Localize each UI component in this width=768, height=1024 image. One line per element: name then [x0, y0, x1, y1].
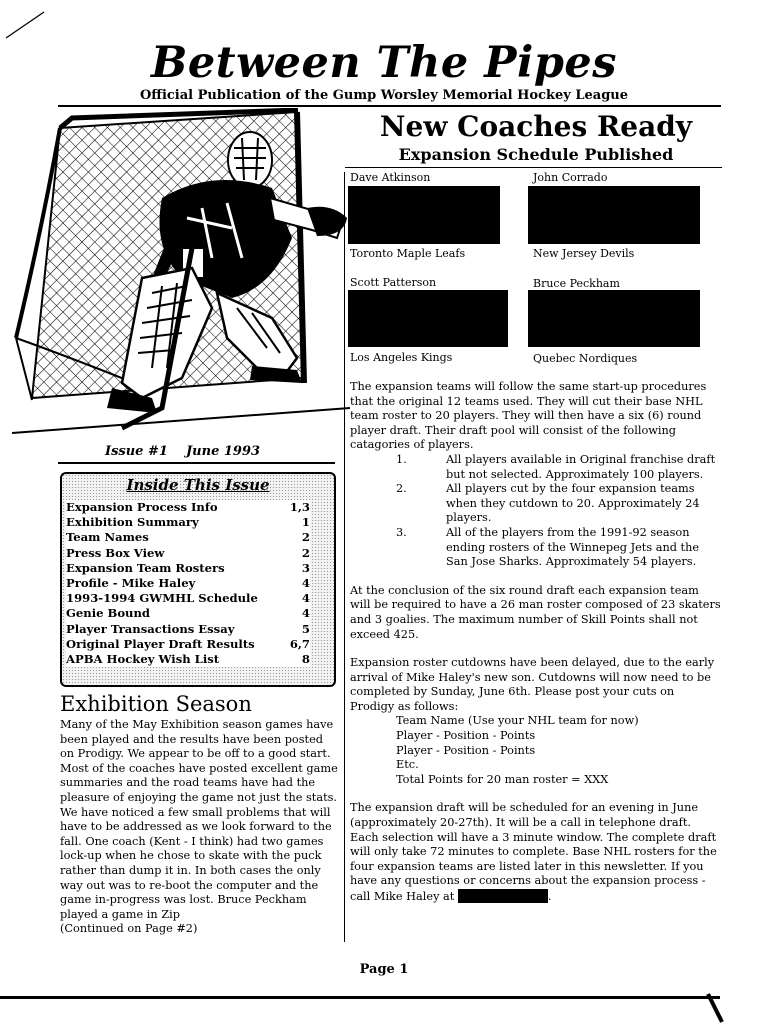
- list-item-text: All players cut by the four expansion teams when they cutdown to 20. Approximately 24 players.: [446, 482, 700, 525]
- issue-info: [105, 444, 260, 459]
- toc-item: [66, 530, 310, 545]
- toc-item-label: Original Player Draft Results: [66, 636, 255, 651]
- toc-item-page: 4: [301, 576, 310, 591]
- toc-item-page: 3: [301, 560, 310, 575]
- toc-item: [66, 515, 310, 530]
- toc-item-page: 6,7: [289, 636, 310, 651]
- list-item: [350, 526, 722, 570]
- article-para-2: At the conclusion of the six round draft each expansion team will be required to have a 26 man roster composed of 23 skaters and 3 goalies. The maximum number of Skill Points shall not exceed 425.: [350, 583, 721, 641]
- goalie-illustration: [12, 108, 350, 438]
- coach-team-1: Toronto Maple Leafs: [350, 247, 466, 260]
- toc-item-label: Team Names: [66, 530, 149, 545]
- toc-item: [66, 606, 310, 621]
- bottom-corner-mark: [700, 992, 740, 1024]
- list-item-text: All of the players from the 1991-92 season ending rosters of the Winnepeg Jets and the San Jose Sharks. Approximately 54 players.: [446, 525, 700, 569]
- phone-redaction: [458, 889, 548, 903]
- toc-item-label: Press Box View: [66, 545, 165, 560]
- coach-team-3: Los Angeles Kings: [350, 351, 453, 364]
- coach-name-2: John Corrado: [533, 171, 608, 184]
- toc-item-label: Player Transactions Essay: [66, 621, 235, 636]
- toc-item-page: 1: [301, 515, 310, 530]
- toc-item: [66, 561, 310, 576]
- toc-item-label: Genie Bound: [66, 606, 151, 621]
- article-headline: New Coaches Ready: [379, 110, 693, 143]
- coach-photo-3: [348, 290, 508, 347]
- toc-item-page: 2: [301, 545, 310, 560]
- toc-item-label: Expansion Team Rosters: [66, 560, 225, 575]
- toc-item-label: 1993-1994 GWMHL Schedule: [66, 591, 258, 606]
- newsletter-title: Between The Pipes: [151, 38, 617, 88]
- article-subheadline: Expansion Schedule Published: [398, 145, 674, 164]
- list-item-number: 2.: [396, 482, 407, 496]
- toc-item-page: 2: [301, 530, 310, 545]
- article-para-4-text: The expansion draft will be scheduled for an evening in June (approximately 20-27th). It will be a call in telephone draft. Each selection will have a 3 minute window. The complete draft will only take 72 minutes to complete. Base NHL rosters for the four expansion teams are listed later in this newsletter. If you have any questions or concerns about the expansion process - call Mike Haley at: [350, 801, 717, 903]
- draft-pool-list: [350, 453, 722, 570]
- article-para-4-end: .: [547, 890, 552, 903]
- article-para-1: The expansion teams will follow the same start-up procedures that the original 12 teams used. They will cut their base NHL team roster to 20 players. They will then have a six (6) round player draft. Their draft pool will consist of the following catagories of players.: [350, 380, 707, 452]
- issue-rule: [58, 462, 335, 464]
- bottom-rule: [0, 996, 720, 999]
- toc-item: [66, 500, 310, 515]
- format-line: Etc.: [396, 758, 419, 772]
- masthead-rule: [58, 105, 721, 107]
- toc-item: [66, 637, 310, 652]
- toc-item-page: 4: [301, 591, 310, 606]
- exhibition-body: [60, 718, 338, 937]
- issue-date: June 1993: [186, 444, 261, 459]
- list-item-text: All players available in Original franchise draft but not selected. Approximately 100 players.: [446, 452, 716, 481]
- toc-item: [66, 622, 310, 637]
- toc-title: Inside This Issue: [126, 476, 270, 494]
- coach-team-4: Quebec Nordiques: [533, 352, 638, 365]
- toc-item-page: 8: [301, 652, 310, 667]
- exhibition-title: Exhibition Season: [60, 692, 252, 716]
- roster-format: [350, 714, 722, 787]
- newsletter-subtitle: Official Publication of the Gump Worsley Memorial Hockey League: [139, 88, 629, 103]
- toc-list: [66, 500, 310, 667]
- article-para-3: Expansion roster cutdowns have been delayed, due to the early arrival of Mike Haley's new son. Cutdowns will now need to be completed by Sunday, June 6th. Please post your cuts on Prodigy as follows:: [350, 656, 715, 713]
- toc-item: [66, 576, 310, 591]
- toc-item-label: Expansion Process Info: [66, 500, 218, 514]
- list-item: [350, 453, 722, 482]
- page-number: Page 1: [359, 962, 409, 977]
- format-line: Player - Position - Points: [396, 743, 536, 757]
- toc-item-page: 5: [301, 621, 310, 636]
- toc-item: [66, 546, 310, 561]
- coach-team-2: New Jersey Devils: [533, 247, 635, 260]
- toc-item-label: Exhibition Summary: [66, 515, 199, 530]
- toc-item-page: 4: [301, 606, 310, 621]
- article-body: [350, 380, 722, 905]
- article-para-4: [350, 801, 722, 904]
- list-item-number: 3.: [396, 525, 407, 539]
- exhibition-text: Many of the May Exhibition season games have been played and the results have been posted on Prodigy. We appear to be off to a good start. Most of the coaches have posted excellent game summaries and the road teams have had the pleasure of enjoying the game not just the stats. We have noticed a few small problems that will have to be addressed as we look forward to the fall. One coach (Kent - I think) had two games lock-up when he chose to skate with the puck rather than dump it in. In both cases the only way out was to re-boot the computer and the game in-progress was lost. Bruce Peckham played a game in Zip: [60, 718, 338, 921]
- coach-name-4: Bruce Peckham: [533, 277, 620, 290]
- continued-note: (Continued on Page #2): [60, 922, 198, 936]
- format-line: Player - Position - Points: [396, 729, 536, 743]
- format-line: Total Points for 20 man roster = XXX: [396, 772, 609, 786]
- coach-name-1: Dave Atkinson: [350, 171, 431, 184]
- issue-number: Issue #1: [105, 444, 168, 459]
- toc-item: [66, 591, 310, 606]
- toc-item-label: Profile - Mike Haley: [66, 576, 196, 591]
- column-divider: [344, 172, 345, 942]
- list-item: [350, 482, 722, 526]
- toc-item-label: APBA Hockey Wish List: [66, 652, 220, 667]
- coach-photo-1: [348, 186, 500, 244]
- list-item-number: 1.: [396, 452, 407, 466]
- toc-item: [66, 652, 310, 667]
- coach-photo-2: [528, 186, 700, 244]
- headline-rule: [345, 167, 722, 168]
- coach-photo-4: [528, 290, 700, 347]
- format-line: Team Name (Use your NHL team for now): [396, 714, 639, 728]
- coach-name-3: Scott Patterson: [350, 276, 437, 289]
- toc-item-page: 1,3: [289, 500, 310, 514]
